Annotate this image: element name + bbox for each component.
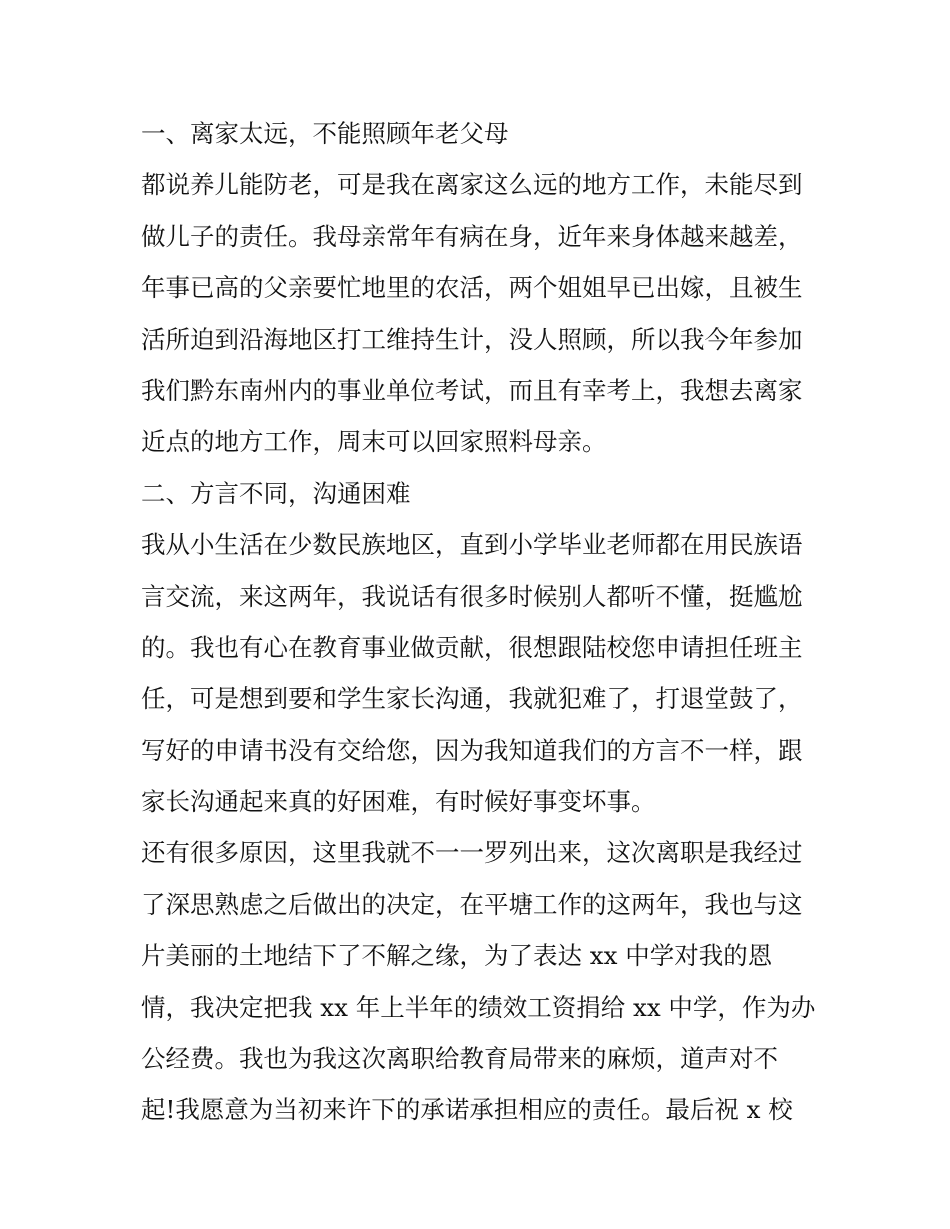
paragraph-line: 片美丽的土地结下了不解之缘，为了表达 xx 中学对我的恩 (141, 941, 773, 971)
paragraph-line: 起!我愿意为当初来许下的承诺承担相应的责任。最后祝 x 校 (141, 1095, 793, 1125)
section-heading-2: 二、方言不同，沟通困难 (141, 478, 411, 508)
paragraph-line: 写好的申请书没有交给您，因为我知道我们的方言不一样，跟 (141, 735, 803, 765)
paragraph-line: 近点的地方工作，周末可以回家照料母亲。 (141, 427, 607, 457)
paragraph-line: 活所迫到沿海地区打工维持生计，没人照顾，所以我今年参加 (141, 324, 803, 354)
document-body (141, 108, 821, 1136)
paragraph-line: 做儿子的责任。我母亲常年有病在身，近年来身体越来越差， (141, 221, 803, 251)
paragraph-line: 任，可是想到要和学生家长沟通，我就犯难了，打退堂鼓了， (141, 684, 803, 714)
paragraph-line: 了深思熟虑之后做出的决定，在平塘工作的这两年，我也与这 (141, 889, 803, 919)
paragraph-line: 年事已高的父亲要忙地里的农活，两个姐姐早已出嫁，且被生 (141, 273, 803, 303)
paragraph-line: 情，我决定把我 xx 年上半年的绩效工资捐给 xx 中学，作为办 (141, 992, 816, 1022)
paragraph-line: 公经费。我也为我这次离职给教育局带来的麻烦，道声对不 (141, 1044, 778, 1074)
paragraph-line: 都说养儿能防老，可是我在离家这么远的地方工作，未能尽到 (141, 170, 803, 200)
paragraph-line: 的。我也有心在教育事业做贡献，很想跟陆校您申请担任班主 (141, 632, 803, 662)
paragraph-line: 言交流，来这两年，我说话有很多时候别人都听不懂，挺尴尬 (141, 581, 803, 611)
paragraph-line: 家长沟通起来真的好困难，有时候好事变坏事。 (141, 787, 656, 817)
paragraph-line: 还有很多原因，这里我就不一一罗列出来，这次离职是我经过 (141, 838, 803, 868)
paragraph-line: 我从小生活在少数民族地区，直到小学毕业老师都在用民族语 (141, 530, 803, 560)
section-heading-1: 一、离家太远，不能照顾年老父母 (141, 119, 509, 148)
paragraph-line: 我们黔东南州内的事业单位考试，而且有幸考上，我想去离家 (141, 375, 803, 405)
